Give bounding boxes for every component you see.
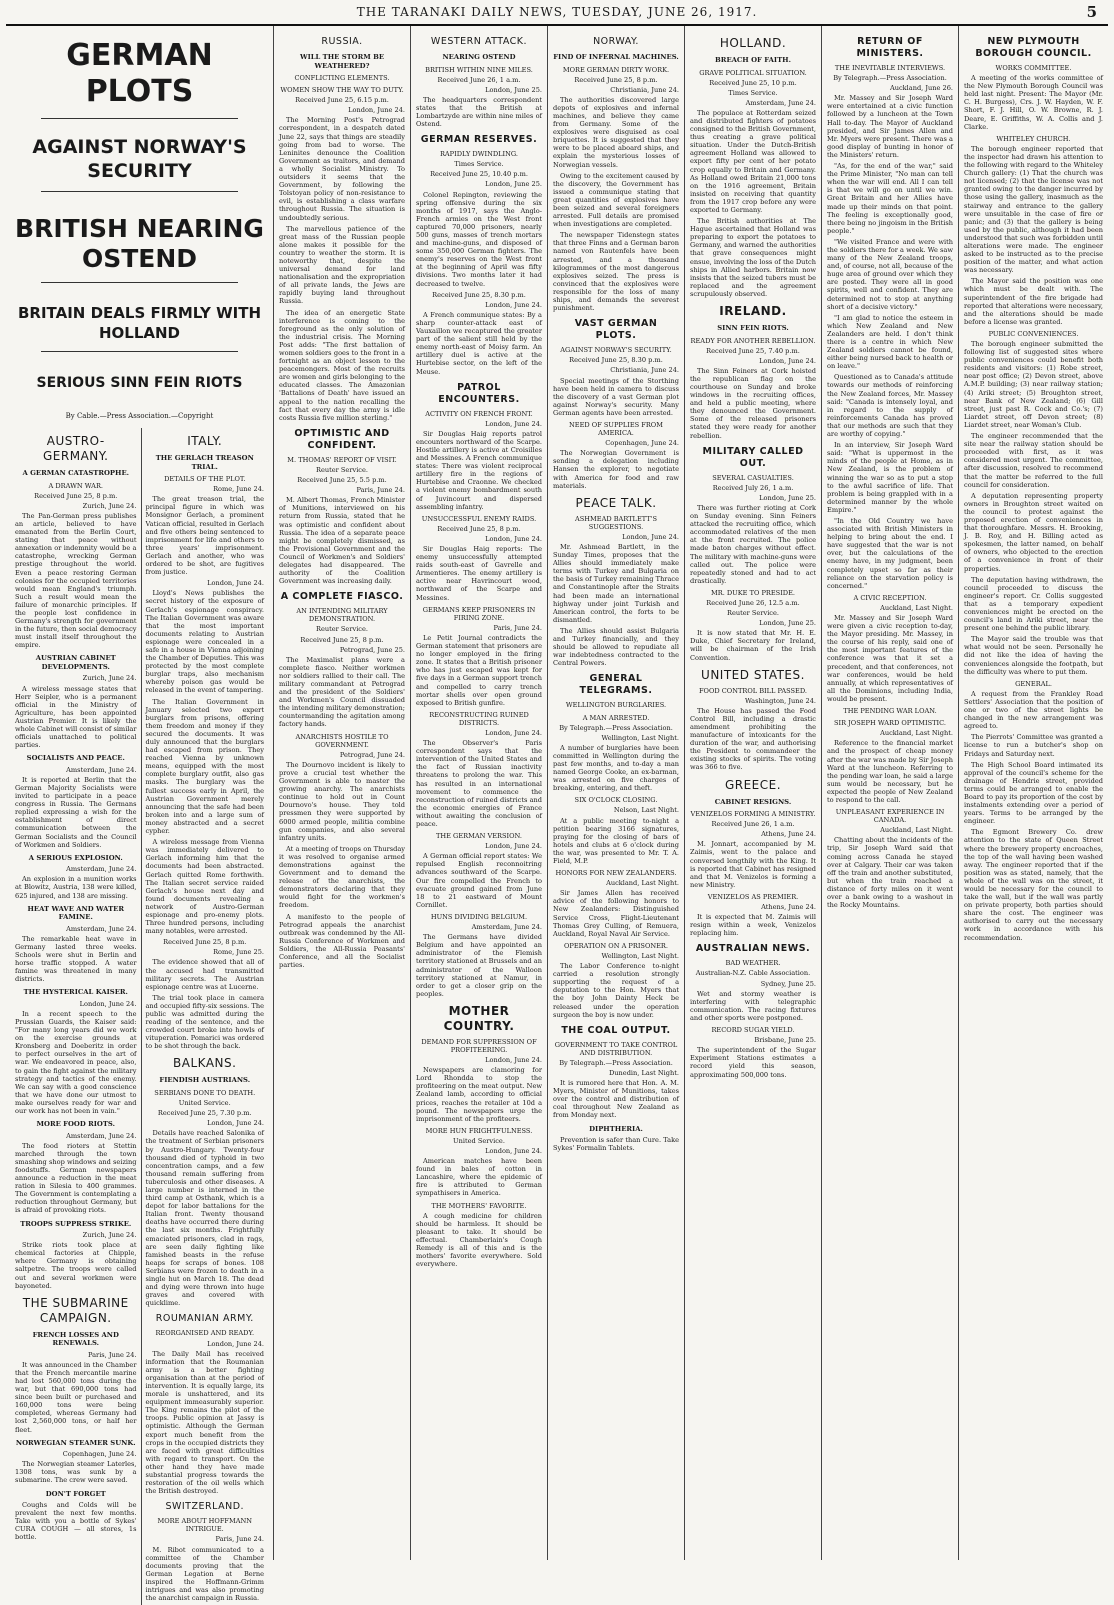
dateline: London, June 25.: [485, 180, 542, 189]
subheading: PUBLIC CONVENIENCES.: [988, 329, 1079, 338]
section-heading: THE SUBMARINE CAMPAIGN.: [22, 1295, 129, 1325]
dateline: Auckland, Last Night.: [606, 879, 679, 888]
subheading: BAD WEATHER.: [725, 959, 781, 968]
received-line: Received June 25, 8.30 p.m.: [569, 356, 663, 365]
dateline: Paris, June 24.: [493, 623, 542, 632]
dateline: Zurich, June 24.: [82, 501, 137, 510]
headline-norway: AGAINST NORWAY'S SECURITY: [32, 136, 247, 182]
subheading: RECORD SUGAR YIELD.: [711, 1026, 795, 1035]
subheading: WORKS COMMITTEE.: [995, 64, 1072, 72]
received-line: Received June 25, 8 p.m.: [574, 75, 658, 84]
dateline: London, June 24.: [348, 106, 405, 115]
article-text: The Pierrots' Committee was granted a license to run a butcher's shop on Fridays and Saturday next.: [964, 733, 1103, 758]
lead-column: [6, 26, 274, 1603]
subheading: NEED OF SUPPLIES FROM AMERICA.: [569, 420, 663, 438]
dateline: Copenhagen, June 24.: [62, 1450, 137, 1459]
received-line: Received June 25, 8.30 p.m.: [432, 290, 526, 299]
dateline: London, June 24.: [485, 1147, 542, 1155]
subheading: VENIZELOS FORMING A MINISTRY.: [690, 810, 816, 819]
subheading: AN INTENDING MILITARY DEMONSTRATION.: [296, 607, 388, 624]
subheading: DEMAND FOR SUPPRESSION OF PROFITEERING.: [421, 1037, 537, 1054]
article-text: Questioned as to Canada's attitude towards our methods of reinforcing the New Zealand forces, Mr. Massey said: "Canada is intensely loyal, and in regard to the supply of reinforcements Canada has proved that our methods are such that they are worthy of copying.": [827, 373, 953, 439]
subheading: CONFLICTING ELEMENTS.: [294, 74, 390, 82]
dateline: Zurich, June 24.: [82, 674, 137, 683]
dateline: London, June 24.: [207, 1339, 264, 1348]
article-text: It was announced in the Chamber that the French mercantile marine had lost 560,000 tons during the war, but that 690,000 tons had since been built or purchased and 160,000 tons were being completed, whereas Germany had lost 2,560,000 tons, or half her fleet.: [15, 1360, 137, 1434]
article-text: The Sinn Feiners at Cork hoisted the republican flag on the courthouse on Sunday and broke windows in the recruiting offices, and held a public meeting, where they denounced the Government. Some of the released prisoners stated they were ready for another rebellion.: [690, 366, 816, 440]
received-line: United Service.: [178, 1099, 231, 1108]
subheading: WELLINGTON BURGLARIES.: [565, 701, 667, 710]
article-text: The Daily Mail has received information that the Roumanian army is a better fighting organisation than at the period of intervention. It is equally large, its morale is unshattered, and its equipment immeasurably superior. The King remains the pilot of the troops. Public opinion at Jassy is optimistic. Although the German export much benefit from the crops in the occupied districts they are faced with great difficulties with regard to transport. On the other hand they have made substantial progress towards the restoration of the oil wells which the British destroyed.: [145, 1349, 264, 1496]
subheading: FRENCH LOSSES AND RENEWALS.: [32, 1330, 119, 1348]
subheading: ANARCHISTS HOSTILE TO GOVERNMENT.: [295, 732, 389, 749]
article-text: Owing to the excitement caused by the discovery, the Government has issued a communique stating that great quantities of explosives have been seized and several foreigners arrested. Full details are promised when investigations are completed.: [553, 171, 679, 229]
subheading: HEAT WAVE AND WATER FAMINE.: [27, 904, 124, 922]
dateline: London, June 24.: [485, 300, 542, 309]
borough-council-column: [959, 26, 1108, 1560]
article-text: The Norwegian steamer Laterles, 1308 tons, was sunk by a submarine. The crew were saved.: [15, 1460, 137, 1485]
section-heading: GERMAN RESERVES.: [420, 134, 538, 146]
dateline: London, June 24.: [79, 999, 137, 1008]
article-text: The Germans have divided Belgium and have appointed an administrator of the Flemish territory stationed at Brussels and an administrator of the Walloon territory stationed at Namur, in order to get a closer grip on the peoples.: [416, 933, 542, 998]
section-heading: IRELAND.: [719, 304, 787, 319]
article-text: Sir Douglas Haig reports patrol encounters northward of the Scarpe. Hostile artillery is active at Croisilles and Messines. A French communique states: There was violent reciprocal artillery fire in the regions of Hurtebise and Craonne. We checked a violent enemy bombardment south of Juvincourt and dispersed assembling infantry.: [416, 429, 542, 511]
subheading: SOCIALISTS AND PEACE.: [26, 754, 125, 763]
dateline: Petrograd, June 24.: [339, 750, 405, 759]
received-line: Received June 25, 7.40 p.m.: [706, 346, 800, 355]
received-line: Received June 25, 8 p.m.: [437, 524, 521, 533]
section-heading: AUSTRO-GERMANY.: [43, 434, 109, 464]
subheading: FOOD CONTROL BILL PASSED.: [698, 686, 807, 695]
article-text: The idea of an energetic State interference is coming to the foreground as the only solution of the industrial crisis. The Morning Post adds: "The first battalion of women soldiers goes to the front in a fortnight as an object lesson to the peacemongers. Most of the recruits are women and girls belonging to the educated classes. The Amazonian 'Battalions of Death' have issued an appeal to the nation recalling the fact that every day the army is idle costs Russia five million sterling.": [279, 308, 405, 422]
article-text: The British authorities at The Hague ascertained that Holland was preparing to export the potatoes to Germany, and warned the authorities that grave consequences might ensue, involving the loss of the Dutch ships in Allied harbors. Britain now insists that the seized tubers must be replaced and the agreement scrupulously observed.: [690, 217, 816, 298]
section-heading: THE COAL OUTPUT.: [561, 1024, 671, 1036]
article-text: "I am glad to notice the esteem in which New Zealand and New Zealanders are held. I don't think there is a centre in which New Zealand soldiers cannot be found, either being nursed back to health or on leave.": [827, 313, 953, 371]
divider: [41, 118, 238, 119]
dateline: London, June 24.: [485, 728, 542, 737]
dateline: Rome, June 25.: [213, 948, 264, 957]
article-text: The evidence showed that all of the accused had transmitted military secrets. The Austrian espionage centre was at Lucerne.: [145, 958, 264, 991]
subheading: DIPHTHERIA.: [589, 1124, 643, 1133]
article-text: The food rioters at Stettin marched through the town smashing shop windows and seizing foodstuffs. German newspapers announce a reduction in the meat ration in Silesia to 400 grammes. The Government is contemplating a reduction throughout Germany, but is afraid of provoking riots.: [15, 1141, 137, 1215]
subheading: SIR JOSEPH WARD OPTIMISTIC.: [833, 719, 947, 728]
article-text: The Norwegian Government is sending a delegation including Hansen the explorer, to negotiate with America for food and raw materials.: [553, 449, 679, 490]
received-line: Received June 25, 8 p.m.: [300, 635, 384, 644]
subheading: THE HYSTERICAL KAISER.: [23, 988, 128, 997]
article-text: The superintendent of the Sugar Experiment Stations estimates a record yield this season, approximating 500,000 tons.: [690, 1046, 816, 1079]
article-text: The great treason trial, the principal figure in which was Monsignor Gerlach, a prominent Vatican official, resulted in Gerlach and five others being sentenced to imprisonment for life and others to three years' imprisonment. Gerlach and another, who was ordered to be shot, are fugitives from justice.: [145, 495, 264, 577]
subheading: THE MOTHERS' FAVORITE.: [431, 1201, 527, 1210]
subheading: GOVERNMENT TO TAKE CONTROL AND DISTRIBUTION.: [554, 1040, 678, 1057]
article-text: Mr. Massey and Sir Joseph Ward were entertained at a civic function followed by a luncheon at the Town Hall to-day. The Mayor of Auckland presided, and Sir James Allen and Mr. Myers were present. There was a good display of bunting in honor of the Ministers' return.: [827, 94, 953, 159]
dateline: London, June 24.: [207, 1119, 264, 1128]
dateline: Auckland, June 26.: [889, 84, 953, 93]
dateline: London, June 25.: [759, 619, 816, 628]
article-text: It is expected that M. Zaimis will resign within a week, Venizelos replacing him.: [690, 913, 816, 938]
article-text: In an interview, Sir Joseph Ward said: "What is uppermost in the minds of the people at Home, as in New Zealand, is the problem of winning the war so as to put a stop to the awful sacrifice of life. That problem is being grappled with in a determined manner by the whole Empire.": [827, 441, 953, 514]
section-heading: GREECE.: [724, 777, 782, 792]
dateline: Auckland, Last Night.: [880, 603, 953, 612]
received-line: United Service.: [453, 1136, 505, 1145]
dateline: Christiania, June 24.: [610, 85, 679, 94]
subheading: OPERATION ON A PRISONER.: [564, 941, 668, 950]
subheading: TROOPS SUPPRESS STRIKE.: [20, 1219, 132, 1228]
dateline: Washington, June 24.: [744, 696, 816, 705]
received-line: Reuter Service.: [315, 465, 368, 474]
article-text: The Observer's Paris correspondent says that the intervention of the United States and the fact of Russian inactivity threatens to prolong the war. This has resulted in an international movement to commence the reconstruction of ruined districts and the economic energies of France without awaiting the conclusion of peace.: [416, 739, 542, 828]
article-text: Lloyd's News publishes the secret history of the exposure of Gerlach's espionage conspiracy. The Italian Government was aware that the most important documents relating to Austrian espionage were concealed in a safe in a house in Vienna adjoining the Chamber of Deputies. This was protected by the most complete burglar traps, also mechanism whereby poison gas would be released in the event of tampering.: [145, 589, 264, 695]
subheading: MORE HUN FRIGHTFULNESS.: [425, 1126, 533, 1135]
subheading: AGAINST NORWAY'S SECURITY.: [560, 346, 672, 355]
russia-column: [274, 26, 411, 1560]
article-text: There was further rioting at Cork on Sunday evening. Sinn Feiners attacked the recruiting office, which accommodated relatives of the men at the front recruited. The police made baton charges without effect. The military with machine-guns were called out. The police were repeatedly stoned and had to act drastically.: [690, 503, 816, 585]
section-heading: BALKANS.: [173, 1056, 237, 1071]
subheading: A CIVIC RECEPTION.: [853, 593, 927, 602]
page-number: 5: [1086, 3, 1098, 21]
article-text: Colonel Repington, reviewing the spring offensive during the six months of 1917, says the Anglo-French armies on the West front captured 70,000 prisoners, nearly 500 guns, masses of trench mortars and machine-guns, and disposed of some 350,000 German fighters. The enemy's reserves on the West front at the beginning of April was fifty divisions. Two months later it had decreased to twelve.: [416, 190, 542, 288]
dateline: Wellington, Last Night.: [601, 951, 679, 960]
divider: [41, 282, 238, 283]
section-heading: A COMPLETE FIASCO.: [280, 591, 404, 603]
article-text: The Allies should assist Bulgaria and Turkey financially, and they should be allowed to repudiate all war indebtedness contracted to the Central Powers.: [553, 626, 679, 668]
subheading: GRAVE POLITICAL SITUATION.: [699, 68, 807, 77]
subheading: REORGANISED AND READY.: [155, 1329, 255, 1338]
dateline: Copenhagen, June 24.: [605, 439, 679, 448]
received-line: Received June 25, 8 p.m.: [163, 938, 247, 947]
article-text: "In the Old Country we have associated with British Ministers in helping to bring about the end. I have suggested that the war is not over, but the calculations of the enemy have, in my judgment, been completely upset so far as their reliance on the starvation policy is concerned.": [827, 516, 953, 590]
subheading: SIX O'CLOCK CLOSING.: [574, 796, 658, 805]
article-text: "We visited France and were with the soldiers there for a week. We saw many of the New Zealand troops, and, of course, not all, because of the huge area of ground over which they are posted. They were all in good spirits, well and confident. They are determined not to stop at anything short of a decisive victory.": [827, 237, 953, 311]
article-text: The borough engineer reported that the inspector had drawn his attention to the following with regard to the Whiteley Church gallery: (1) That the church was not licensed; (2) that the license was not granted owing to the danger incurred by those using the gallery, inasmuch as the stairway and entrance to the gallery were unsuitable in the case of fire or panic; and (3) that the gallery is being used by the public, although it had been understood that such was forbidden until alterations were made. The engineer asked to be instructed as to the precise position of the matter, and what action was necessary.: [964, 144, 1103, 275]
article-text: A request from the Frankley Road Settlers' Association that the position of one or two of the street lights be changed in the new arrangement was agreed to.: [964, 689, 1103, 731]
article-text: The populace at Rotterdam seized and distributed fighters of potatoes consigned to the British Government, thus creating a grave political situation. Under the Dutch-British agreement Holland was allowed to export fifty per cent of her potato crop equally to Britain and Germany. As Holland owed Britain 21,000 tons on the 1916 agreement, Britain insisted on receiving that quantity from the 1917 crop before any were exported to Germany.: [690, 108, 816, 214]
dateline: Athens, June 24.: [761, 903, 816, 911]
dateline: Rome, June 24.: [213, 485, 264, 494]
section-heading: OPTIMISTIC AND CONFIDENT.: [294, 427, 390, 451]
norway-column: [548, 26, 685, 1560]
subheading: THE GERLACH TREASON TRIAL.: [155, 454, 254, 471]
article-text: Wet and stormy weather is interfering with telegraphic communication. The racing fixtures and other sports were postponed.: [690, 989, 816, 1022]
article-text: The headquarters correspondent states that the British at Lombartzyde are within nine miles of Ostend.: [416, 95, 542, 129]
received-line: Received June 26, 12.5 a.m.: [706, 598, 800, 607]
received-line: Received June 25, 6.15 p.m.: [295, 96, 389, 105]
article-text: A manifesto to the people of Petrograd appeals the anarchist outbreak was condemned by the All-Russia Conference of Workmen and Soldiers, the All-Russia Peasants' Conference, and all the Socialist parties.: [279, 912, 405, 970]
article-text: "As, for the end of the war," said the Prime Minister, "No man can tell when the war will end. All I can tell is that we will go on until we win. Great Britain and her Allies have made up their minds on that point. The feeling is exceptionally good, there being no jingoism in the British people.": [827, 162, 953, 235]
section-heading: ITALY.: [187, 434, 223, 449]
dateline: Sydney, June 25.: [760, 979, 816, 988]
article-text: The marvellous patience of the great mass of the Russian people alone makes it possible for the country to weather the storm. It is noteworthy that, despite the universal demand for land nationalisation and the expropriation of all private lands, the Jews are rapidly buying land throughout Russia.: [279, 224, 405, 306]
subheading: GERMANS KEEP PRISONERS IN FIRING ZONE.: [422, 605, 536, 622]
dateline: Zurich, June 24.: [82, 1231, 137, 1240]
article-text: The borough engineer submitted the following list of suggested sites where public conveniences could benefit both residents and visitors: (1) Robe street, near post office; (2) Devon street, above A.M.P. building; (3) near railway station; (4) Ariki street; (5) Broughton street, near Bank of New Zealand; (6) Gill street, just past R. Cock and Co.'s; (7) Liardet street, off Devon street; (8) Liardet street, near Woman's Club.: [964, 340, 1103, 429]
article-text: The High School Board intimated its approval of the council's scheme for the drainage of Hendrie street, provided terms could be arranged to enable the Board to pay its proportion of the cost by instalments extending over a period of years. Terms to be arranged by the engineer.: [964, 760, 1103, 826]
ministers-column: [822, 26, 959, 1560]
article-text: An explosion in a munition works at Blowitz, Austria, 138 were killed, 625 injured, and 138 are missing.: [15, 875, 137, 900]
article-text: American matches have been found in bales of cotton in Lancashire, where the epidemic of fire is attributed to German sympathisers in America.: [416, 1157, 542, 1198]
columns: [6, 26, 1108, 1603]
article-text: The trial took place in camera and occupied fifty-six sessions. The public was admitted during the reading of the sentence, and the crowded court broke into howls of vituperation. Pomarici was ordered to be shot through the back.: [145, 993, 264, 1051]
headline-ostend: BRITISH NEARING OSTEND: [15, 214, 264, 273]
dateline: Wellington, Last Night.: [601, 733, 679, 742]
subheading: A DRAWN WAR.: [48, 481, 104, 490]
dateline: Auckland, Last Night.: [880, 729, 953, 738]
subheading: BRITISH WITHIN NINE MILES.: [425, 65, 533, 74]
masthead: [6, 0, 1108, 26]
subheading: ASHMEAD BARTLETT'S SUGGESTIONS.: [574, 514, 658, 531]
section-heading: AUSTRALIAN NEWS.: [695, 943, 811, 955]
advert-heading: DON'T FORGET: [45, 1489, 106, 1498]
section-heading: NORWAY.: [593, 36, 639, 47]
article-text: The Mayor said the position was one which must be dealt with. The superintendent of the fire brigade had reported that alterations were necessary, and the alterations should be made before a license was granted.: [964, 277, 1103, 326]
section-heading: MILITARY CALLED OUT.: [702, 445, 804, 469]
dateline: Amsterdam, June 24.: [66, 924, 137, 933]
subheading: HUNS DIVIDING BELGIUM.: [430, 912, 528, 921]
article-text: Le Petit Journal contradicts the German statement that prisoners are no longer employed in the firing zone. It states that a British prisoner who has just escaped was kept for five days in a German support trench and compelled to carry trench mortar shells over open ground exposed to British gunfire.: [416, 633, 542, 707]
received-line: By Telegraph.—Press Association.: [559, 723, 673, 732]
received-line: Received June 26, 1 a.m.: [437, 75, 521, 84]
article-text: Prevention is safer than Cure. Take Sykes' Formalin Tablets.: [553, 1136, 679, 1153]
subheading: UNPLEASANT EXPERIENCE IN CANADA.: [835, 808, 945, 825]
dateline: London, June 24.: [485, 419, 542, 428]
received-line: Received June 26, 1 a.m.: [711, 820, 795, 829]
dateline: London, June 25.: [485, 85, 542, 94]
article-text: Sir James Allen has received advice of the following honors to New Zealanders: Distinguished Service Cross, Flight-Lieutenant Thomas Grey Culling, of Remuera, Auckland, Royal Naval Air Service.: [553, 889, 679, 938]
masthead-paper: THE TARANAKI DAILY NEWS,: [356, 5, 568, 19]
lead-subcolumns: [11, 428, 268, 1605]
article-text: The Egmont Brewery Co. drew attention to the state of Queen Street where the brewery property encroaches, the top of the wall having been washed away. The engineer reported that if the position was as stated, namely, that the whole of the wall was on the street, it would be necessary for the council to take the wall, but if the wall was partly on private property, both parties should share the cost. The engineer was authorised to carry out the necessary work in accordance with his recommendation.: [964, 828, 1103, 942]
section-heading: NEW PLYMOUTH BOROUGH COUNCIL.: [975, 36, 1092, 59]
section-heading: VAST GERMAN PLOTS.: [574, 318, 658, 342]
article-text: Special meetings of the Storthing have been held in camera to discuss the discovery of a vast German plot against Norway's security. Many German agents have been arrested.: [553, 376, 679, 417]
section-heading: GENERAL TELEGRAMS.: [579, 673, 653, 697]
article-text: The Mayor said the trouble was that what would not be seen. Personally he did not like the idea of having the conveniences alongside the footpath, but the difficulty was where to put them.: [964, 635, 1103, 676]
received-line: Received June 25, 10 p.m.: [709, 78, 797, 87]
dateline: Amsterdam, June 24.: [66, 865, 137, 874]
article-text: The Maximalist plans were a complete fiasco. Neither workmen nor soldiers rallied to their call. The military commandant at Petrograd and the president of the Soldiers' and Workmen's Council dissuaded the intending military demonstration; countermanding the agitation among factory hands.: [279, 655, 405, 729]
section-heading: WESTERN ATTACK.: [430, 36, 528, 47]
subheading: GENERAL.: [1015, 679, 1052, 688]
received-line: Australian-N.Z. Cable Association.: [695, 969, 811, 978]
article-text: The Italian Government in January selected two expert burglars from prisons, offering them freedom and money if they secured the documents. It was duly announced that the burglars had escaped from prison. They reached Vienna by unknown means, equipped with the most complete burglary outfit, also gas masks. The burglary was the fullest success early in April, the Austrian Government merely announcing that the safe had been broken into and a large sum of money abstracted and a secret cypher.: [145, 697, 264, 836]
dateline: Amsterdam, June 24.: [471, 923, 542, 932]
section-heading: SWITZERLAND.: [165, 1501, 245, 1513]
received-line: Received June 25, 8 p.m.: [34, 491, 118, 500]
article-text: The authorities discovered large depots of explosives and infernal machines, and believe they came from Germany. Some of the explosives were disguised as coal briquettes. It is suggested that they were to be placed aboard ships, and explain the mysterious losses of Norwegian vessels.: [553, 95, 679, 169]
article-text: At a public meeting to-night a petition bearing 3166 signatures, praying for the closing of bars of hotels and clubs at 6 o'clock during the war, was presented to Mr. T. A. Field, M.P.: [553, 816, 679, 865]
received-line: Times Service.: [454, 160, 504, 169]
dateline: Dunedin, Last Night.: [609, 1068, 679, 1077]
article-text: The Labor Conference to-night carried a resolution strongly supporting the request of a deputation to the Hon. Myers that the boy John Dainty Heck be released under the operation surgeon the boy is now under.: [553, 962, 679, 1019]
subheading: NORWEGIAN STEAMER SUNK.: [15, 1438, 136, 1447]
western-attack-column: [411, 26, 548, 1560]
section-heading: UNITED STATES.: [701, 667, 805, 682]
section-heading: MOTHER COUNTRY.: [443, 1003, 515, 1033]
dateline: Paris, June 24.: [356, 486, 405, 495]
dateline: London, June 24.: [759, 356, 816, 365]
subheading: FIND OF INFERNAL MACHINES.: [553, 53, 679, 61]
austro-germany-column: [11, 428, 142, 1605]
subheading: M. THOMAS' REPORT OF VISIT.: [287, 455, 397, 464]
article-text: The engineer recommended that the site near the railway station should be proceeded with first, as it was considered most urgent. The committee, after discussion, resolved to recommend that the matter be referred to the full council for consideration.: [964, 432, 1103, 489]
received-line: By Telegraph.—Press Association.: [559, 1058, 673, 1067]
subheading: RAPIDLY DWINDLING.: [439, 150, 519, 159]
article-text: Reference to the financial market and the prospect of cheap money after the war was made by Sir Joseph Ward at the luncheon. Referring to the pending war loan, he said a large sum would be necessary, but he expected the people of New Zealand to respond to the call.: [827, 739, 953, 804]
subheading: RECONSTRUCTING RUINED DISTRICTS.: [429, 710, 529, 727]
divider: [41, 351, 238, 352]
article-text: The remarkable heat wave in Germany lasted three weeks. Schools were shut in Berlin and horse traffic stopped. A water famine was threatened in many districts.: [15, 934, 137, 984]
received-line: Received June 25, 10.40 p.m.: [430, 170, 528, 179]
article-text: A number of burglaries have been committed in Wellington during the past few months, and to-day a man named George Cooke, an ex-barman, was arrested on five charges of breaking, entering, and theft.: [553, 743, 679, 793]
article-text: A meeting of the works committee of the New Plymouth Borough Council was held last night. Present: The Mayor (Mr. C. H. Burgess), Crs. J. W. Hayden, W. F. Short, F. J. Hill, O. W. Browne, R. J. Deare, E. Griffiths, W. A. Collis and J. Clarke.: [964, 74, 1103, 131]
dateline: Brisbane, June 25.: [754, 1036, 816, 1045]
article-text: Details have reached Salonika of the treatment of Serbian prisoners by Austro-Hungary. Twenty-four thousand died of typhoid in two concentration camps, and a few thousand remain suffering from tuberculosis and other diseases. A large number is interned in the third camp at Osthank, which is a depot for labor battalions for the Italian front. Twenty thousand deaths have occurred there during the last six months. Frightfully emaciated prisoners, clad in rags, are seen daily fighting like famished beasts in the refuse heaps for scraps of bones. 108 Serbians were frozen to death in a single hut on March 18. The dead and dying were thrown into huge graves and covered with quicklime.: [145, 1129, 264, 1308]
subheading: NEARING OSTEND: [442, 53, 516, 61]
dateline: London, June 24.: [485, 842, 542, 851]
received-line: Reuter Service.: [726, 609, 779, 618]
dateline: Auckland, Last Night.: [880, 826, 953, 835]
article-text: A French communique states: By a sharp counter-attack east of Vauxaillon we recaptured the greater part of the salient still held by the enemy north-east of Moisy farm. An artillery duel is active at the Hurtebise sector, on the left of the Meuse.: [416, 310, 542, 376]
dateline: London, June 24.: [622, 532, 679, 541]
divider: [41, 191, 238, 192]
masthead-day: TUESDAY,: [572, 5, 644, 19]
dateline: Christiania, June 24.: [610, 366, 679, 375]
subheading: A GERMAN CATASTROPHE.: [22, 469, 130, 478]
section-heading: HOLLAND.: [719, 36, 787, 50]
dateline: Amsterdam, June 24.: [66, 1131, 137, 1140]
dateline: Amsterdam, June 24.: [745, 98, 816, 107]
article-text: At a meeting of troops on Thursday it was resolved to organise armed demonstrations against the Government and to demand the release of the anarchists, the demonstrators declaring that they would fight for the workmen's freedom.: [279, 844, 405, 910]
dateline: Petrograd, June 25.: [339, 645, 405, 654]
italy-column: [142, 428, 269, 1605]
subheading: SERBIANS DONE TO DEATH.: [154, 1088, 256, 1097]
headline-sinn-fein: SERIOUS SINN FEIN RIOTS: [36, 375, 243, 391]
article-text: Sir Douglas Haig reports: The enemy unsuccessfully attempted raids south-east of Gavrelle and Armentieres. The enemy artillery is active near Havrincourt wood, northward of the Scarpe and Messines.: [416, 545, 542, 602]
section-heading: PATROL ENCOUNTERS.: [438, 381, 520, 405]
section-heading: ROUMANIAN ARMY.: [155, 1313, 254, 1325]
article-text: The Morning Post's Petrograd correspondent, in a despatch dated June 22, says that things are steadily going from bad to worse. The Leninites denounce the Coalition Government as traitors, and demand a wholly Socialist Ministry. To outsiders it seems that the Government, by following the Tolstoyan policy of non-resistance to evil, is establishing a class warfare throughout Russia. The situation is undoubtedly serious.: [279, 116, 405, 222]
subheading: READY FOR ANOTHER REBELLION.: [690, 336, 816, 345]
advert-text: Coughs and Colds will be prevalent the next few months. Take with you a bottle of Sykes' CURA COUGH — all stores, 1s bottle.: [15, 1501, 137, 1542]
dateline: London, June 24.: [485, 534, 542, 543]
article-text: M. Albert Thomas, French Minister of Munitions, interviewed on his return from Russia, stated that he was optimistic and confident about Russia. The idea of a separate peace might be completely dismissed, as the Provisional Government and the Council of Workmen's and Soldiers' delegates had disappeared. The authority of the Coalition Government was increasing daily.: [279, 496, 405, 586]
subheading: UNSUCCESSFUL ENEMY RAIDS.: [421, 514, 537, 523]
subheading: WOMEN SHOW THE WAY TO DUTY.: [280, 86, 404, 95]
subheading: AUSTRIAN CABINET DEVELOPMENTS.: [35, 654, 116, 671]
headline-holland: BRITAIN DEALS FIRMLY WITH HOLLAND: [17, 304, 261, 342]
article-text: It is now stated that Mr. H. E. Duke, Chief Secretary for Ireland, will be chairman of the Irish Convention.: [690, 629, 816, 662]
subheading: SEVERAL CASUALTIES.: [712, 473, 794, 482]
subheading: MORE ABOUT HOFFMANN INTRIGUE.: [157, 1517, 253, 1534]
section-heading: RUSSIA.: [321, 36, 363, 47]
article-text: Mr. Massey and Sir Joseph Ward were given a civic reception to-day, the Mayor presiding. Mr. Massey, in the course of his reply, said one of the most important features of the conference was that it set a precedent, and that conferences, not war conferences, would be held annually, at which representatives of all the Dominions, including India, would be present.: [827, 614, 953, 703]
article-text: M. Jonnart, accompanied by M. Zaimis, went to the palace and conversed lengthily with the King. It is reported that Cabinet has resigned and that M. Venizelos is forming a new Ministry.: [690, 840, 816, 889]
subheading: CABINET RESIGNS.: [714, 797, 792, 806]
subheading: WILL THE STORM BE WEATHERED?: [299, 53, 385, 70]
subheading: THE GERMAN VERSION.: [436, 832, 522, 841]
article-text: A wireless message from Vienna was immediately delivered to Gerlach informing him that the documents had been abstracted. Gerlach quitted Rome forthwith. The Italian secret service raided Gerlach's house next day and found documents revealing a network of Austro-German espionage and pro-enemy plots. Three hundred persons, including many notables, were arrested.: [145, 838, 264, 936]
article-text: A wireless message states that Herr Seipler, who is a permanent official in the Ministry of Agriculture, has been appointed Austrian Premier. It is likely the whole Cabinet will consist of similar officials unattached to political parties.: [15, 684, 137, 750]
dateline: Amsterdam, June 24.: [66, 765, 137, 774]
article-text: The newspaper Tidenstegn states that three Finns and a German baron named von Rautenfels have been arrested, and a thousand kilogrammes of the most dangerous explosives seized. The press is convinced that the explosives were responsible for the loss of many ships, and demands the severest punishment.: [553, 231, 679, 313]
section-heading: RETURN OF MINISTERS.: [856, 36, 924, 59]
dateline: London, June 25.: [759, 493, 816, 502]
article-text: It is reported at Berlin that the German Majority Socialists were invited to participate in a peace congress in Russia. The Germans replied expressing a wish for the establishment of direct communication between the German Socialists and the Council of Workmen and Soldiers.: [15, 775, 137, 849]
cable-credit: By Cable.—Press Association.—Copyright: [65, 412, 214, 420]
article-text: The Pan-German press publishes an article, believed to have emanated from the Berlin Court, stating that peace without annexation or indemnity would be a catastrophe, wrecking German prestige throughout the world. Even a peace restoring German colonies for the occupied territories would mean England's triumph. Such a result would mean the failure of monarchic principles. If the people lost confidence in Germany's strength for government in the future, then social democracy must install itself throughout the empire.: [15, 511, 137, 650]
article-text: In a recent speech to the Prussian Guards, the Kaiser said: "For many long years did we work on the exercise grounds at Kronsberg and Doeberitz in order to perfect ourselves in the art of war. We endeavored in peace, also, to gain the fight against the military strategy and tactics of the enemy. We can say with a good conscience that we have done our utmost to make ourselves ready for war and our work has not been in vain.": [15, 1009, 137, 1115]
received-line: Times Service.: [728, 88, 778, 97]
article-text: It is rumored here that Hon. A. M. Myers, Minister of Munitions, takes over the control and distribution of coal throughout New Zealand as from Monday next.: [553, 1079, 679, 1120]
subheading: ACTIVITY ON FRENCH FRONT.: [425, 409, 533, 418]
subheading: SINN FEIN RIOTS.: [717, 324, 789, 333]
subheading: THE INEVITABLE INTERVIEWS.: [834, 64, 946, 72]
dateline: Paris, June 24.: [215, 1535, 264, 1544]
article-text: A cough medicine for children should be harmless. It should be pleasant to take. It should be effectual. Chamberlain's Cough Remedy is all of this and is the mothers' favorite everywhere. Sold everywhere.: [416, 1211, 542, 1269]
received-line: Received June 25, 7.30 p.m.: [157, 1109, 252, 1118]
dateline: London, June 24.: [485, 1056, 542, 1065]
section-heading: PEACE TALK.: [575, 495, 657, 510]
subheading: WHITELEY CHURCH.: [996, 134, 1071, 143]
dateline: Paris, June 24.: [87, 1350, 137, 1359]
received-line: Received June 25, 5.5 p.m.: [297, 476, 387, 485]
received-line: Received July 26, 1 a.m.: [712, 483, 794, 492]
received-line: Reuter Service.: [315, 625, 368, 634]
subheading: HONORS FOR NEW ZEALANDERS.: [555, 869, 677, 878]
subheading: FIENDISH AUSTRIANS.: [159, 1076, 251, 1085]
article-text: A deputation representing property owners in Broughton street waited on the council to protest against the proposed erection of conveniences in that thoroughfare. Messrs. H. Brooking, J. B. Roy, and H. Billing acted as spokesmen, the latter named, on behalf of owners, who objected to the erection of a convenience in front of their properties.: [964, 491, 1103, 573]
article-text: The Dournovo incident is likely to prove a crucial test whether the Government is able to master the growing anarchy. The anarchists continue to hold out in Count Dournovo's house. They told pressmen they were supported by 6000 armed people, militia combine gun companies, and also several infantry units.: [279, 760, 405, 842]
subheading: MORE FOOD RIOTS.: [36, 1120, 115, 1129]
subheading: A SERIOUS EXPLOSION.: [28, 853, 123, 862]
dateline: London, June 24.: [207, 579, 264, 588]
masthead-date: JUNE 26, 1917.: [648, 5, 758, 19]
article-text: The House has passed the Food Control Bill, including a drastic amendment prohibiting the manufacture of intoxicants for the duration of the war, and authorising the President to commandeer the existing stocks of spirits. The voting was 366 to five.: [690, 706, 816, 772]
received-line: By Telegraph.—Press Association.: [833, 74, 947, 83]
subheading: THE PENDING WAR LOAN.: [843, 707, 937, 716]
dateline: Athens, June 24.: [761, 830, 816, 839]
article-text: M. Ribot communicated to a committee of the Chamber documents proving that the German Legation at Berne inspired the Hoffmann-Grimm intrigues and was also promoting the anarchist campaign in Russia.: [145, 1545, 264, 1603]
article-text: Chatting about the incidents of the trip, Sir Joseph Ward said that coming across Canada he stayed over at Calgary. Their car was taken off the train and another substituted, but when the train reached a distance of forty miles on it went over a bank owing to a washout in the Rocky Mountains.: [827, 836, 953, 910]
subheading: DETAILS OF THE PLOT.: [164, 475, 246, 484]
article-text: A German official report states: We repulsed English reconnoitring advances southward of the Scarpe. Our fire compelled the French to evacuate ground gained from June 18 to 21 eastward of Mount Cornillet.: [416, 852, 542, 909]
subheading: BREACH OF FAITH.: [715, 56, 791, 64]
article-text: Strike riots took place at chemical factories at Chipple, where Germany is obtaining saltpetre. The troops were called out and several workmen were bayoneted.: [15, 1241, 137, 1290]
dateline: Nelson, Last Night.: [613, 806, 679, 815]
article-text: The deputation having withdrawn, the council proceeded to discuss the engineer's report. Cr. Collis suggested that as a temporary expedient conveniences might be erected on the council's land in Ariki street, near the present one behind the public library.: [964, 575, 1103, 633]
subheading: MR. DUKE TO PRESIDE.: [710, 588, 796, 597]
subheading: A MAN ARRESTED.: [582, 713, 650, 722]
headline-german-plots: GERMAN PLOTS: [66, 38, 213, 109]
subheading: MORE GERMAN DIRTY WORK.: [562, 65, 670, 74]
holland-column: [685, 26, 822, 1560]
article-text: Newspapers are clamoring for Lord Rhondda to stop the profiteering on the meat output. New Zealand lamb, according to official prices, reaches the retailer at 10d a pound. The newspapers urge the imprisonment of the profiteers.: [416, 1066, 542, 1123]
subheading: VENIZELOS AS PREMIER.: [707, 892, 799, 901]
article-text: Mr. Ashmead Bartlett, in the Sunday Times, proposes that the Allies should immediately make terms with Turkey and Bulgaria on the basis of Turkey remaining Thrace and Constantinople after the Straits had been made an international highway under joint Turkish and American control, the forts to be dismantled.: [553, 543, 679, 624]
